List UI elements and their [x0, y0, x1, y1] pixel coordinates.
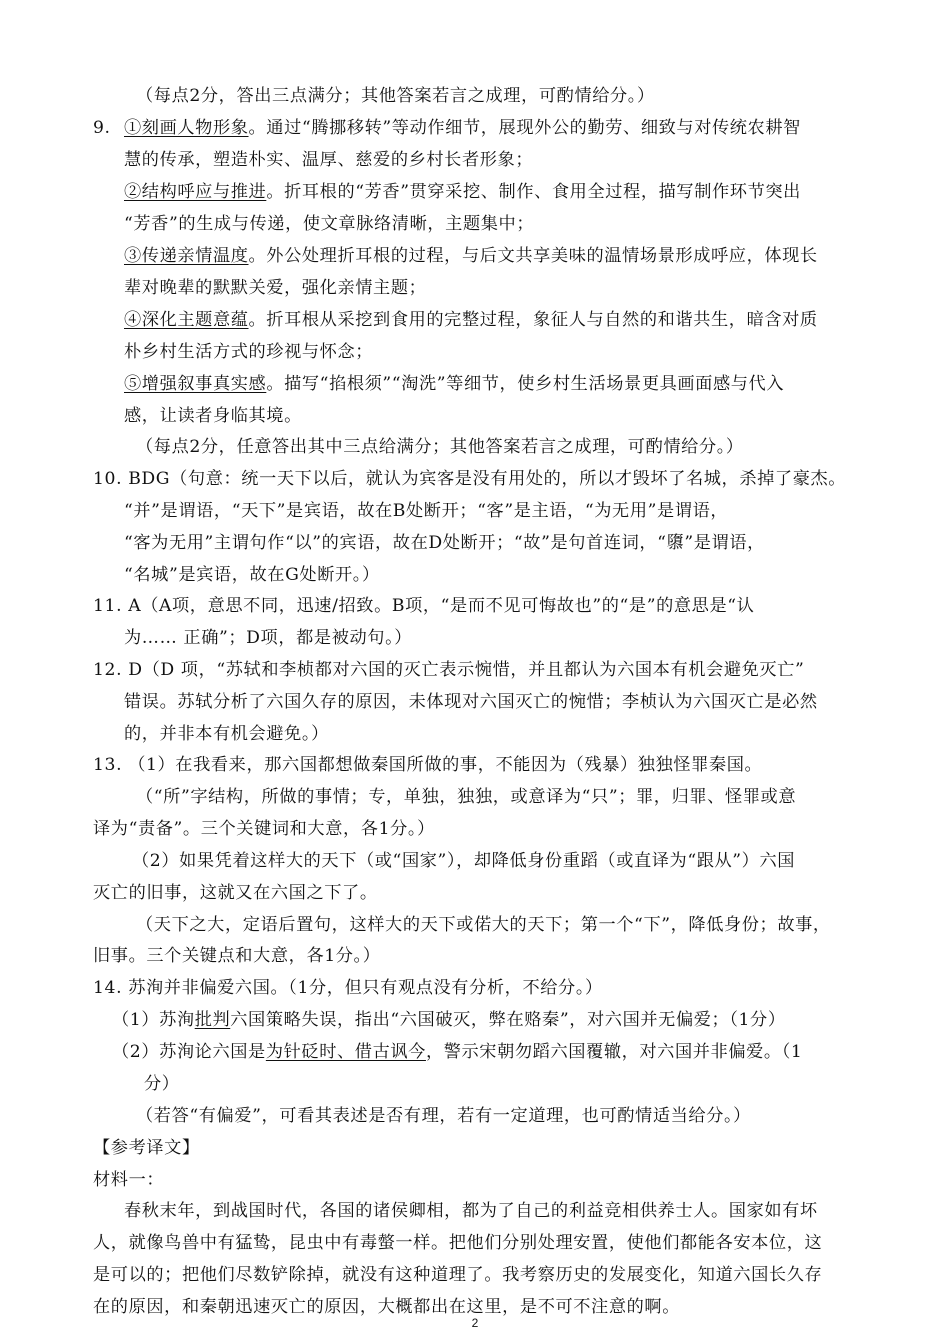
q13-2-scoring-note: （天下之大，定语后置句，这样大的天下或偌大的天下；第一个“下”，降低身份；故事，	[136, 915, 831, 935]
q9-point-4	[124, 310, 818, 330]
q9-point-1-text: 。通过“腾挪移转”等动作细节，展现外公的勤劳、细致与对传统农耕智	[248, 118, 801, 138]
text-line: 感，让读者身临其境。	[124, 406, 302, 426]
text-line: 人，就像鸟兽中有猛鸷，昆虫中有毒螫一样。把他们分别处理安置，使他们都能各安本位，这	[93, 1233, 823, 1253]
text-line: “名城”是宾语，故在G处断开。）	[124, 565, 380, 585]
q14-point-1-rest: 六国策略失误，指出“六国破灭，弊在赂秦”，对六国并无偏爱；（1分）	[230, 1010, 786, 1030]
text-line: 在的原因，和秦朝迅速灭亡的原因，大概都出在这里，是不可不注意的啊。	[93, 1297, 680, 1317]
q14-point-2-rest: ，警示宋朝勿蹈六国覆辙，对六国并非偏爱。（1	[425, 1042, 803, 1062]
q8-scoring-note: （每点2分，答出三点满分；其他答案若言之成理，可酌情给分。）	[136, 86, 655, 106]
text-line: 慧的传承，塑造朴实、温厚、慈爱的乡村长者形象；	[124, 150, 534, 170]
q13-2-answer: （2）如果凭着这样大的天下（或“国家”），却降低身份重蹈（或直译为“跟从”）六国	[132, 851, 796, 871]
q9-scoring-note: （每点2分，任意答出其中三点给满分；其他答案若言之成理，可酌情给分。）	[136, 437, 744, 457]
text-line: 分）	[144, 1074, 180, 1094]
text-line: 是可以的；把他们尽数铲除掉，就没有这种道理了。我考察历史的发展变化，知道六国长久存	[93, 1265, 823, 1285]
q9-point-1-heading: ①刻画人物形象	[124, 118, 249, 138]
q14-point-1-key: 批判	[194, 1010, 231, 1030]
q9-point-1	[124, 118, 801, 138]
q9-point-4-text: 。折耳根从采挖到食用的完整过程，象征人与自然的和谐共生，暗含对质	[248, 310, 818, 330]
q9-point-2-heading: ②结构呼应与推进	[124, 182, 267, 202]
text-line: 辈对晚辈的默默关爱，强化亲情主题；	[124, 278, 427, 298]
q9-point-5-heading: ⑤增强叙事真实感	[124, 374, 267, 394]
translation-heading: 【参考译文】	[93, 1138, 200, 1158]
text-line: 旧事。三个关键点和大意，各1分。）	[93, 946, 381, 966]
text-line: “芳香”的生成与传递，使文章脉络清晰，主题集中；	[124, 214, 535, 234]
q11-answer: 11. A（A项，意思不同，迅速/招致。B项，“是而不见可悔故也”的“是”的意思是“认	[93, 596, 755, 616]
q14-point-2-lead: （2）苏洵论六国是	[112, 1042, 266, 1062]
q9-number: 9.	[93, 118, 111, 138]
q9-point-5-text: 。描写“掐根须”“淘洗”等细节，使乡村生活场景更具画面感与代入	[266, 374, 785, 394]
q14-point-2	[112, 1042, 802, 1062]
text-line: “客为无用”主谓句作“以”的宾语，故在D处断开；“故”是句首连词，“隳”是谓语，	[124, 533, 765, 553]
text-line: 译为“责备”。三个关键词和大意，各1分。）	[93, 819, 435, 839]
text-line: 的，并非本有机会避免。）	[124, 724, 329, 744]
q13-1-scoring-note: （“所”字结构，所做的事情；专，单独，独独，或意译为“只”；罪，归罪、怪罪或意	[136, 787, 797, 807]
q9-point-2	[124, 182, 801, 202]
q13-answer: 13. （1）在我看来，那六国都想做秦国所做的事，不能因为（残暴）独独怪罪秦国。	[93, 755, 763, 775]
q14-answer: 14. 苏洵并非偏爱六国。（1分，但只有观点没有分析，不给分。）	[93, 978, 603, 998]
text-line: 为…… 正确”；D项，都是被动句。）	[124, 628, 413, 648]
q14-point-1-lead: （1）苏洵	[112, 1010, 195, 1030]
q12-answer: 12. D（D 项，“苏轼和李桢都对六国的灭亡表示惋惜，并且都认为六国本有机会避免灭亡”	[93, 660, 805, 680]
q9-point-5	[124, 374, 784, 394]
page-number: 2	[471, 1316, 479, 1330]
q9-point-3	[124, 246, 818, 266]
q9-point-2-text: 。折耳根的“芳香”贯穿采挖、制作、食用全过程，描写制作环节突出	[266, 182, 801, 202]
q9-point-4-heading: ④深化主题意蕴	[124, 310, 249, 330]
text-line: 错误。苏轼分析了六国久存的原因，未体现对六国灭亡的惋惜；李桢认为六国灭亡是必然	[124, 692, 818, 712]
translation-paragraph: 春秋末年，到战国时代，各国的诸侯卿相，都为了自己的利益竞相供养士人。国家如有坏	[124, 1201, 818, 1221]
q14-scoring-note: （若答“有偏爱”，可看其表述是否有理，若有一定道理，也可酌情适当给分。）	[136, 1106, 751, 1126]
q14-point-2-key: 为针砭时、借古讽今	[265, 1042, 426, 1062]
q14-point-1	[112, 1010, 786, 1030]
text-line: 朴乡村生活方式的珍视与怀念；	[124, 342, 374, 362]
text-line: 灭亡的旧事，这就又在六国之下了。	[93, 883, 378, 903]
text-line: “并”是谓语，“天下”是宾语，故在B处断开；“客”是主语，“为无用”是谓语，	[124, 501, 729, 521]
q9-point-3-text: 。外公处理折耳根的过程，与后文共享美味的温情场景形成呼应，体现长	[248, 246, 818, 266]
material-one-label: 材料一：	[93, 1170, 165, 1190]
q9-point-3-heading: ③传递亲情温度	[124, 246, 249, 266]
q10-answer: 10. BDG（句意：统一天下以后，就认为宾客是没有用处的，所以才毁坏了名城，杀掉了豪杰。	[93, 469, 847, 489]
